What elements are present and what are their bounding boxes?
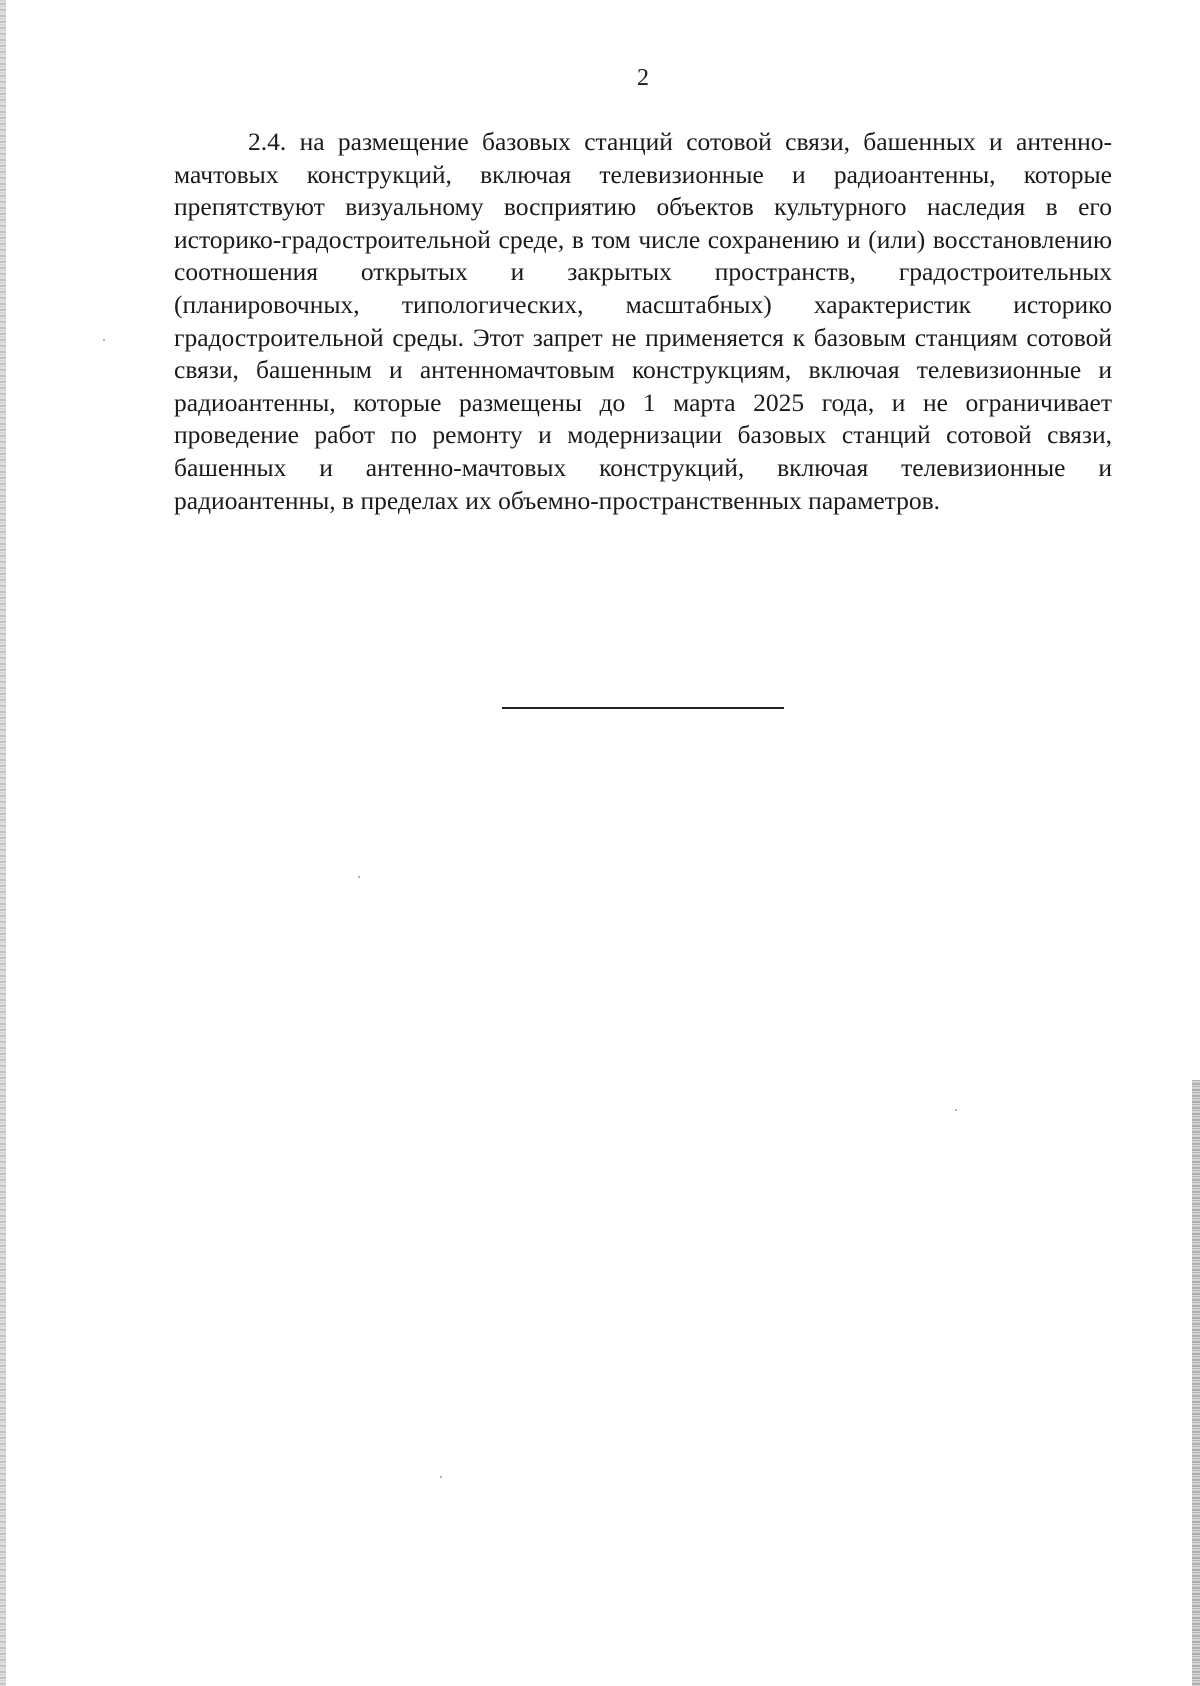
scan-speck: [440, 1476, 442, 1478]
page-number: 2: [637, 65, 649, 91]
paragraph-2-4: 2.4. на размещение базовых станций сотовой связи, башенных и антенно-мачтовых конструкций, включая телевизионные и радиоантенны, которые препятствуют визуальному восприятию объектов культурного наследия в его историко-градостроительной среде, в том числе сохранению и (или) восстановлению соотношения открытых и закрытых пространств, градостроительных (планировочных, типологических, масштабных) характеристик историко градостроительной среды. Этот запрет не применяется к базовым станциям сотовой связи, башенным и антенномачтовым конструкциям, включая телевизионные и радиоантенны, которые размещены до 1 марта 2025 года, и не ограничивает проведение работ по ремонту и модернизации базовых станций сотовой связи, башенных и антенно-мачтовых конструкций, включая телевизионные и радиоантенны, в пределах их объемно-пространственных параметров.: [174, 127, 1112, 515]
scan-speck: [955, 1109, 957, 1111]
scan-speck: [103, 339, 105, 341]
scan-edge-left: [0, 0, 6, 1686]
end-of-text-rule: [502, 707, 784, 709]
scan-speck: [358, 876, 360, 878]
scan-edge-right: [1192, 1080, 1200, 1686]
